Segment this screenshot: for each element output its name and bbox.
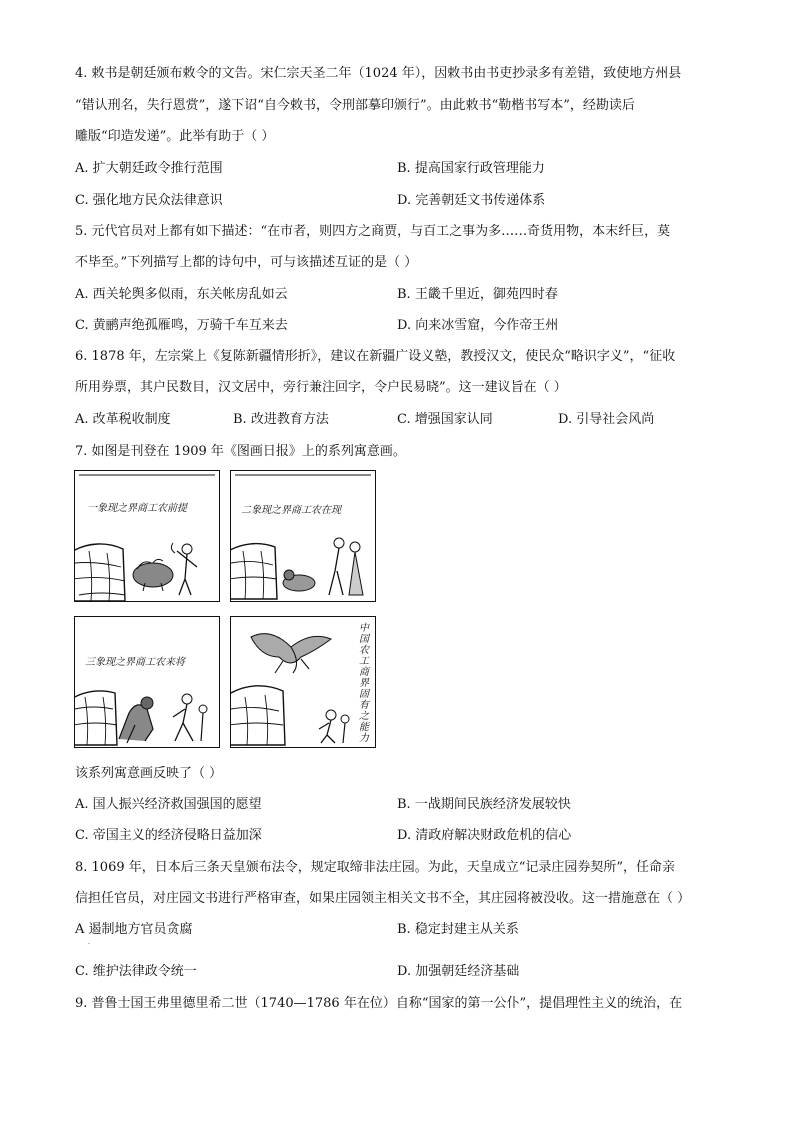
q6-option-c[interactable]: C. 增强国家认同: [397, 412, 493, 427]
q6-stem-line-1: 6. 1878 年，左宗棠上《复陈新疆情形折》，建议在新疆广设义塾，教授汉文，使民众“略识字义”，“征收: [75, 349, 676, 364]
q8-option-c[interactable]: C. 维护法律政令统一: [75, 964, 197, 979]
q5-option-c[interactable]: C. 黄鹂声绝孤雁鸣，万骑千车互来去: [75, 318, 288, 333]
q9-stem-line-1: 9. 普鲁士国王弗里德里希二世（1740—1786 年在位）自称“国家的第一公仆”，提倡理性主义的统治，在: [75, 996, 683, 1011]
q7-stem-line-2: 该系列寓意画反映了（ ）: [75, 766, 223, 781]
q5-option-a[interactable]: A. 西关轮舆多似雨，东关帐房乱如云: [75, 287, 288, 302]
q7-option-d[interactable]: D. 清政府解决财政危机的信心: [397, 828, 572, 843]
panel-1-drawing: [75, 471, 219, 601]
q6-option-a[interactable]: A. 改革税收制度: [75, 412, 171, 427]
q5-stem-line-1: 5. 元代官员对上都有如下描述：“在市者，则四方之商贾，与百工之事为多……奇货用物，本末纤巨，莫: [75, 224, 671, 239]
panel-2-drawing: [231, 471, 375, 601]
stray-dot-mark: ·: [88, 941, 90, 948]
q8-option-d[interactable]: D. 加强朝廷经济基础: [397, 964, 520, 979]
cartoon-panel-1: [74, 470, 220, 602]
q4-option-a[interactable]: A. 扩大朝廷政令推行范围: [75, 161, 223, 176]
q7-option-a[interactable]: A. 国人振兴经济救国强国的愿望: [75, 797, 262, 812]
q8-stem-line-2: 信担任官员，对庄园文书进行严格审查，如果庄园领主相关文书不全，其庄园将被没收。这一措施意在（ ）: [75, 891, 691, 906]
panel-3-drawing: [75, 617, 219, 747]
q5-option-d[interactable]: D. 向来冰雪窟，今作帝王州: [397, 318, 559, 333]
q8-option-a[interactable]: A 遏制地方官员贪腐: [75, 922, 193, 937]
q5-stem-line-2: 不毕至。”下列描写上都的诗句中，可与该描述互证的是（ ）: [75, 255, 418, 270]
cartoon-panel-2: [230, 470, 376, 602]
q4-option-c[interactable]: C. 强化地方民众法律意识: [75, 193, 223, 208]
q8-stem-line-1: 8. 1069 年，日本后三条天皇颁布法令，规定取缔非法庄园。为此，天皇成立“记录庄园券契所”，任命亲: [75, 860, 676, 875]
q7-option-c[interactable]: C. 帝国主义的经济侵略日益加深: [75, 828, 262, 843]
q4-option-d[interactable]: D. 完善朝廷文书传递体系: [397, 193, 546, 208]
cartoon-panel-3: [74, 616, 220, 748]
q6-stem-line-2: 所用券票，其户民数目，汉文居中，旁行兼注回字，令户民易晓”。这一建议旨在（ ）: [75, 380, 567, 395]
q4-stem-line-1: 4. 敕书是朝廷颁布敕令的文告。宋仁宗天圣二年（1024 年），因敕书由书吏抄录多有差错，致使地方州县: [75, 66, 682, 81]
q6-option-d[interactable]: D. 引导社会风尚: [558, 412, 655, 427]
q4-stem-line-2: “错认刑名，失行恩赏”，遂下诏“自今敕书，令刑部摹印颁行”。由此敕书“勒楷书写本”，经勘读后: [75, 98, 635, 113]
q4-option-b[interactable]: B. 提高国家行政管理能力: [397, 161, 545, 176]
q7-stem-line-1: 7. 如图是刊登在 1909 年《图画日报》上的系列寓意画。: [75, 444, 406, 459]
q8-option-b[interactable]: B. 稳定封建主从关系: [397, 922, 519, 937]
q6-option-b[interactable]: B. 改进教育方法: [233, 412, 329, 427]
cartoon-panel-4-caption: 中国农工商界固有之能力: [359, 623, 369, 744]
q4-stem-line-3: 雕版“印造发递”。此举有助于（ ）: [75, 129, 275, 144]
q7-option-b[interactable]: B. 一战期间民族经济发展较快: [397, 797, 571, 812]
cartoon-panel-2-caption: 二象现之界商工农在现: [241, 505, 341, 516]
cartoon-panel-3-caption: 三象现之界商工农来将: [85, 657, 185, 668]
cartoon-panel-1-caption: 一象现之界商工农前提: [87, 503, 187, 514]
cartoon-panel-4: [230, 616, 376, 748]
q5-option-b[interactable]: B. 王畿千里近，御苑四时春: [397, 287, 558, 302]
panel-4-drawing: [231, 617, 375, 747]
